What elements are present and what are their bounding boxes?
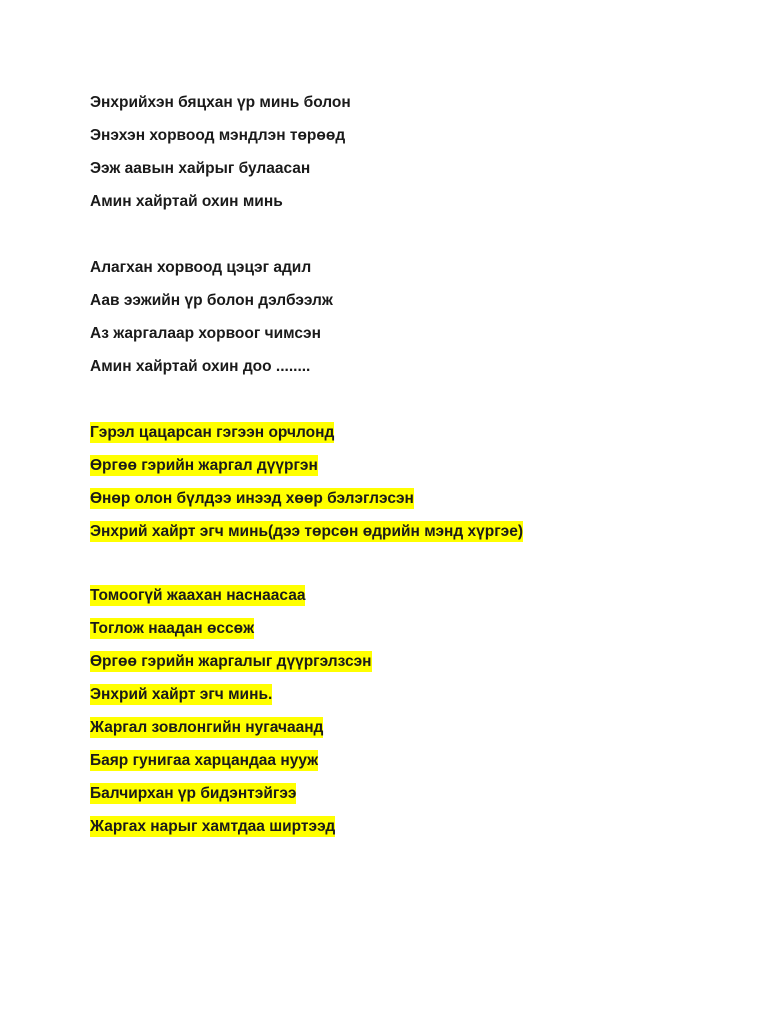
highlighted-poem-line: Өргөө гэрийн жаргал дүүргэн xyxy=(90,457,318,474)
highlighted-poem-line: Өнөр олон бүлдээ инээд хөөр бэлэглэсэн xyxy=(90,490,414,507)
highlighted-poem-line: Жаргал зовлонгийн нугачаанд xyxy=(90,719,324,736)
stanza-4-highlighted xyxy=(90,579,372,843)
poem-line: Алагхан хорвоод цэцэг адил xyxy=(90,259,312,276)
poem-line: Амин хайртай охин минь xyxy=(90,193,283,210)
highlighted-poem-line: Энхрий хайрт эгч минь. xyxy=(90,686,273,703)
highlighted-poem-line: Тоглож наадан өссөж xyxy=(90,620,255,637)
highlighted-poem-line: Гэрэл цацарсан гэгээн орчлонд xyxy=(90,424,335,441)
stanza-3-highlighted xyxy=(90,416,523,548)
stanza-1 xyxy=(90,86,351,218)
stanza-2 xyxy=(90,251,333,383)
highlighted-poem-line: Энхрий хайрт эгч минь(дээ төрсөн өдрийн мэнд хүргэе) xyxy=(90,523,524,540)
highlighted-poem-line: Балчирхан үр бидэнтэйгээ xyxy=(90,785,297,802)
poem-line: Ээж аавын хайрыг булаасан xyxy=(90,160,311,177)
poem-line: Амин хайртай охин доо ........ xyxy=(90,358,311,375)
poem-line: Энхрийхэн бяцхан үр минь болон xyxy=(90,94,351,111)
highlighted-poem-line: Жаргах нарыг хамтдаа ширтээд xyxy=(90,818,336,835)
poem-line: Энэхэн хорвоод мэндлэн төрөөд xyxy=(90,127,346,144)
poem-line: Аз жаргалаар хорвоог чимсэн xyxy=(90,325,321,342)
poem-line: Аав ээжийн үр болон дэлбээлж xyxy=(90,292,333,309)
highlighted-poem-line: Томоогүй жаахан наснаасаа xyxy=(90,587,306,604)
highlighted-poem-line: Баяр гунигаа харцандаа нууж xyxy=(90,752,319,769)
highlighted-poem-line: Өргөө гэрийн жаргалыг дүүргэлзсэн xyxy=(90,653,372,670)
